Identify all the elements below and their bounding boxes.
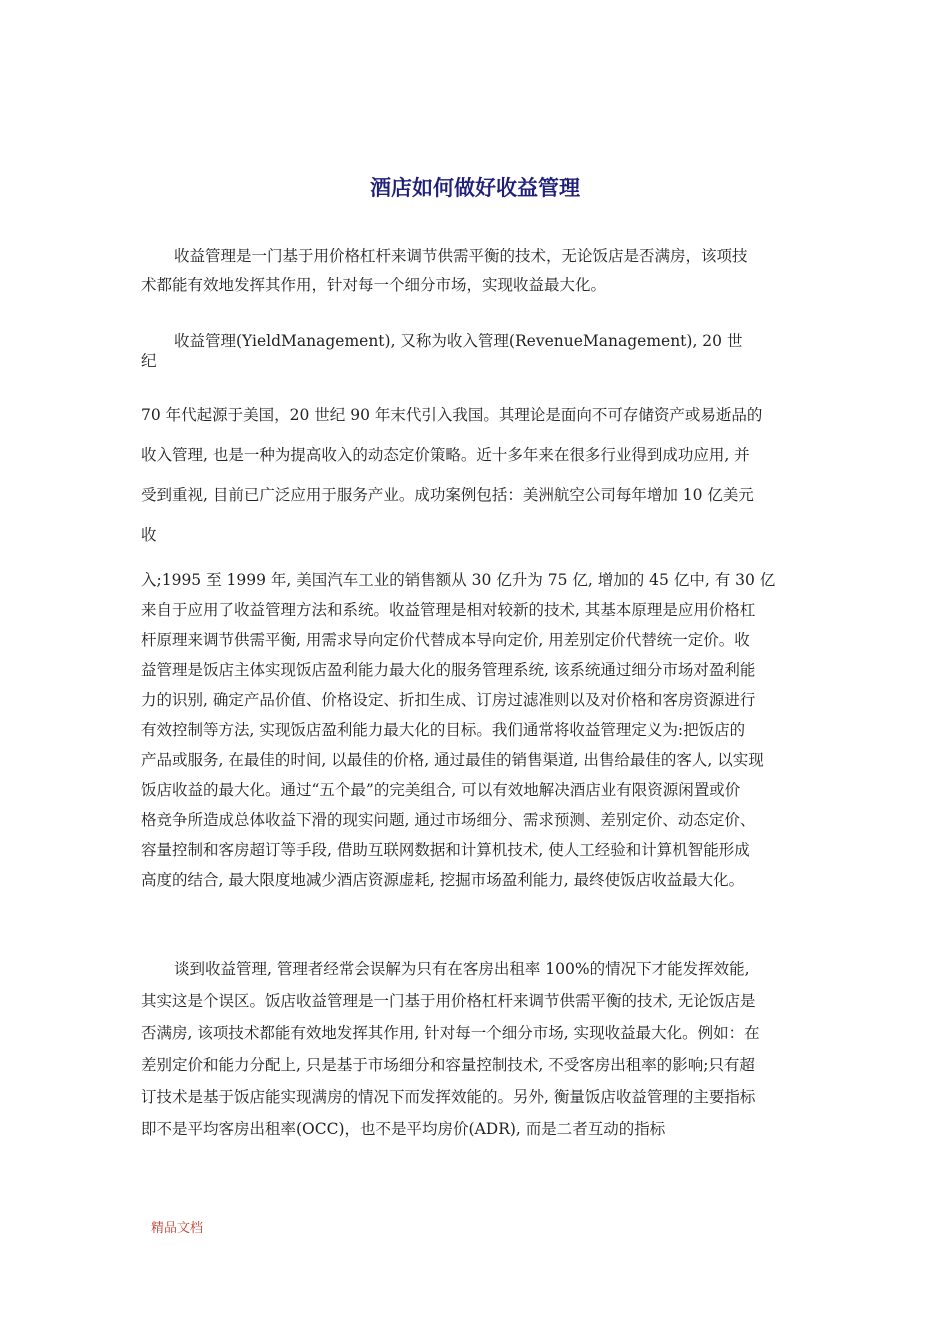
text-line: 收益管理是一门基于用价格杠杆来调节供需平衡的技术，无论饭店是否满房，该项技 [174,247,748,265]
text-line: 否满房, 该项技术都能有效地发挥其作用, 针对每一个细分市场, 实现收益最大化。例如：在 [141,1024,760,1042]
text-line: 容量控制和客房超订等手段, 借助互联网数据和计算机技术, 使人工经验和计算机智能形成 [141,841,750,859]
text-line: 差别定价和能力分配上, 只是基于市场细分和容量控制技术, 不受客房出租率的影响;只有超 [141,1056,755,1074]
text-line: 格竞争所造成总体收益下滑的现实问题, 通过市场细分、需求预测、差别定价、动态定价、 [141,811,756,829]
paragraph-3 [141,395,817,555]
text-line: 纪 [141,352,157,370]
text-line: 益管理是饭店主体实现饭店盈利能力最大化的服务管理系统, 该系统通过细分市场对盈利能 [141,661,756,679]
text-line: 收益管理(YieldManagement), 又称为收入管理(RevenueManagement), 20 世 [174,332,743,350]
paragraph-2 [141,331,817,371]
text-line: 谈到收益管理, 管理者经常会误解为只有在客房出租率 100%的情况下才能发挥效能, [174,960,750,978]
text-line: 入;1995 至 1999 年, 美国汽车工业的销售额从 30 亿升为 75 亿, 增加的 45 亿中, 有 30 亿 [141,571,776,589]
text-line: 术都能有效地发挥其作用，针对每一个细分市场，实现收益最大化。 [141,276,607,294]
text-line: 70 年代起源于美国，20 世纪 90 年末代引入我国。其理论是面向不可存储资产或易逝品的 [141,406,763,424]
text-line: 力的识别, 确定产品价值、价格设定、折扣生成、订房过滤准则以及对价格和客房资源进行 [141,691,756,709]
text-line: 收入管理, 也是一种为提高收入的动态定价策略。近十多年来在很多行业得到成功应用, 并 [141,446,750,464]
text-line: 有效控制等方法, 实现饭店盈利能力最大化的目标。我们通常将收益管理定义为:把饭店的 [141,721,746,739]
paragraph-1 [141,242,817,300]
text-line: 高度的结合, 最大限度地减少酒店资源虚耗, 挖掘市场盈利能力, 最终使饭店收益最大化。 [141,871,745,889]
text-line: 杆原理来调节供需平衡, 用需求导向定价代替成本导向定价, 用差别定价代替统一定价。收 [141,631,750,649]
text-line: 订技术是基于饭店能实现满房的情况下而发挥效能的。另外, 衡量饭店收益管理的主要指标 [141,1088,756,1106]
text-line: 即不是平均客房出租率(OCC)，也不是平均房价(ADR), 而是二者互动的指标 [141,1120,666,1138]
text-line: 其实这是个误区。饭店收益管理是一门基于用价格杠杆来调节供需平衡的技术, 无论饭店是 [141,992,756,1010]
text-line: 饭店收益的最大化。通过“五个最”的完美组合, 可以有效地解决酒店业有限资源闲置或价 [141,781,741,799]
text-line: 收 [141,526,157,544]
text-line: 产品或服务, 在最佳的时间, 以最佳的价格, 通过最佳的销售渠道, 出售给最佳的客人, 以实现 [141,751,764,769]
text-line: 受到重视, 目前已广泛应用于服务产业。成功案例包括：美洲航空公司每年增加 10 亿美元 [141,486,754,504]
paragraph-5 [141,953,817,1145]
footer-label: 精品文档 [151,1221,204,1236]
text-line: 来自于应用了收益管理方法和系统。收益管理是相对较新的技术, 其基本原理是应用价格杠 [141,601,756,619]
document-title: 酒店如何做好收益管理 [370,176,580,200]
paragraph-4 [141,565,817,895]
